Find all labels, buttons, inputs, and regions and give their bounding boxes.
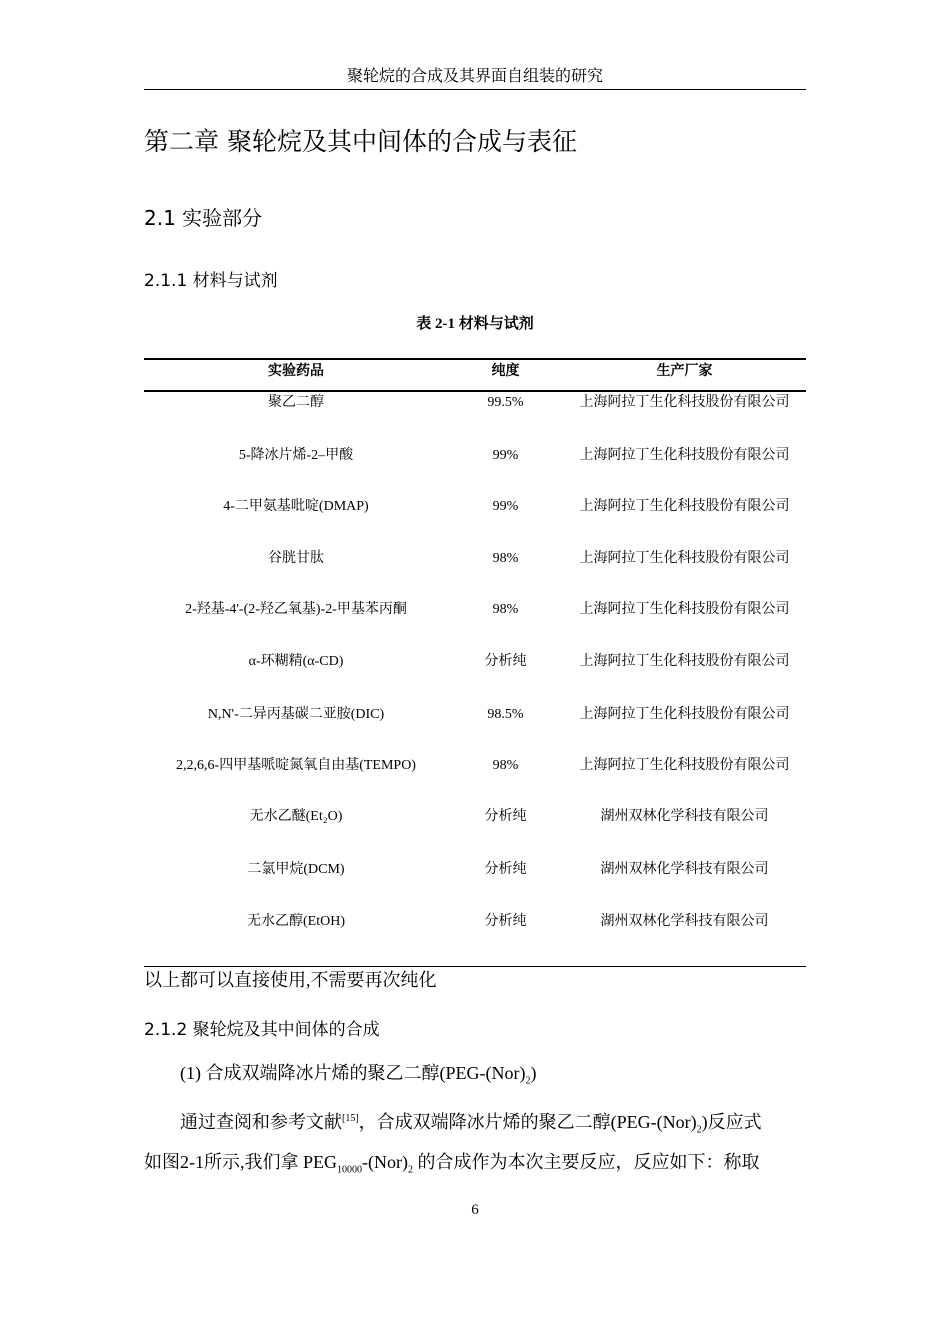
table-cell: 98% — [492, 602, 519, 617]
table-cell: 聚乙二醇 — [268, 395, 324, 410]
table-cell: 4-二甲氨基吡啶(DMAP) — [223, 499, 369, 514]
table-cell: 湖州双林化学科技有限公司 — [600, 862, 769, 877]
table-cell: 2-羟基-4'-(2-羟乙氧基)-2-甲基苯丙酮 — [185, 602, 407, 617]
subscript: 10000 — [337, 1164, 362, 1176]
paragraph-text: )反应式 — [701, 1112, 762, 1132]
table-cell: 分析纯 — [484, 809, 527, 824]
paragraph-text: ，合成双端降冰片烯的聚乙二醇(PEG-(Nor) — [358, 1112, 697, 1132]
paragraph-text: 通过查阅和参考文献 — [180, 1112, 342, 1132]
list-item — [180, 1059, 536, 1087]
body-paragraph-line — [144, 1148, 806, 1176]
table-cell: 98.5% — [487, 707, 524, 722]
chapter-title: 第二章 聚轮烷及其中间体的合成与表征 — [144, 127, 577, 156]
table-cell: 湖州双林化学科技有限公司 — [600, 809, 769, 824]
running-header: 聚轮烷的合成及其界面自组装的研究 — [346, 68, 603, 85]
table-cell: 99.5% — [487, 395, 524, 410]
table-row — [144, 497, 806, 517]
paragraph-text: -(Nor) — [362, 1152, 408, 1172]
subscript: 2 — [407, 1164, 413, 1176]
table-cell: 湖州双林化学科技有限公司 — [600, 914, 769, 929]
table-cell: 99% — [492, 499, 519, 514]
table-cell: 99% — [492, 448, 519, 463]
table-header — [144, 360, 806, 391]
table-row — [144, 705, 806, 725]
table-cell: 无水乙醚(Et₂O) — [249, 809, 343, 824]
table-cell: N,N'-二异丙基碳二亚胺(DIC) — [207, 707, 385, 722]
table-row — [144, 652, 806, 672]
table-row — [144, 860, 806, 880]
subscript: 2 — [525, 1075, 531, 1087]
table-cell: 98% — [492, 758, 519, 773]
paragraph-text: 的合成作为本次主要反应，反应如下：称取 — [412, 1152, 760, 1172]
table-row — [144, 807, 806, 827]
table-row — [144, 756, 806, 776]
table-cell: 分析纯 — [484, 862, 527, 877]
table-cell: 上海阿拉丁生化科技股份有限公司 — [579, 758, 790, 773]
table-row — [144, 912, 806, 932]
table-cell: 上海阿拉丁生化科技股份有限公司 — [579, 395, 790, 410]
paragraph-text: 如图2-1所示,我们拿 PEG — [144, 1152, 337, 1172]
body-paragraph-line — [144, 1108, 806, 1136]
table-cell: 98% — [492, 551, 519, 566]
table-cell: 无水乙醇(EtOH) — [247, 914, 345, 929]
table-cell: 二氯甲烷(DCM) — [247, 862, 345, 877]
subsection-title: 2.1.1 材料与试剂 — [144, 271, 278, 291]
table-cell: 上海阿拉丁生化科技股份有限公司 — [579, 654, 790, 669]
table-header-cell: 生产厂家 — [656, 364, 713, 379]
table-cell: 分析纯 — [484, 914, 527, 929]
table-cell: 上海阿拉丁生化科技股份有限公司 — [579, 499, 790, 514]
page-number: 6 — [471, 1202, 479, 1218]
table-cell: 上海阿拉丁生化科技股份有限公司 — [579, 707, 790, 722]
table-header-cell: 纯度 — [491, 364, 520, 379]
table-caption: 表 2-1 材料与试剂 — [416, 316, 534, 332]
table-cell: 上海阿拉丁生化科技股份有限公司 — [579, 602, 790, 617]
table-cell: 5-降冰片烯-2–甲酸 — [238, 448, 354, 463]
table-cell: α-环糊精(α-CD) — [248, 654, 344, 669]
table-header-rule — [144, 390, 806, 392]
table-cell: 谷胱甘肽 — [268, 551, 324, 566]
table-cell: 2,2,6,6-四甲基哌啶氮氧自由基(TEMPO) — [176, 758, 416, 773]
table-header-cell: 实验药品 — [268, 364, 324, 379]
table-cell: 上海阿拉丁生化科技股份有限公司 — [579, 448, 790, 463]
table-note: 以上都可以直接使用,不需要再次纯化 — [144, 970, 437, 990]
subsection-title: 2.1.2 聚轮烷及其中间体的合成 — [144, 1020, 380, 1040]
table-row — [144, 600, 806, 620]
table-cell: 上海阿拉丁生化科技股份有限公司 — [579, 551, 790, 566]
section-title: 2.1 实验部分 — [144, 206, 263, 230]
table-cell: 分析纯 — [484, 654, 527, 669]
table-row — [144, 393, 806, 413]
table-row — [144, 446, 806, 466]
header-rule — [144, 89, 806, 90]
table-row — [144, 549, 806, 569]
citation: [15] — [342, 1113, 359, 1124]
list-item-text: (1) 合成双端降冰片烯的聚乙二醇(PEG-(Nor) — [180, 1063, 526, 1083]
subscript: 2 — [696, 1124, 702, 1136]
list-item-text: ) — [530, 1063, 537, 1083]
